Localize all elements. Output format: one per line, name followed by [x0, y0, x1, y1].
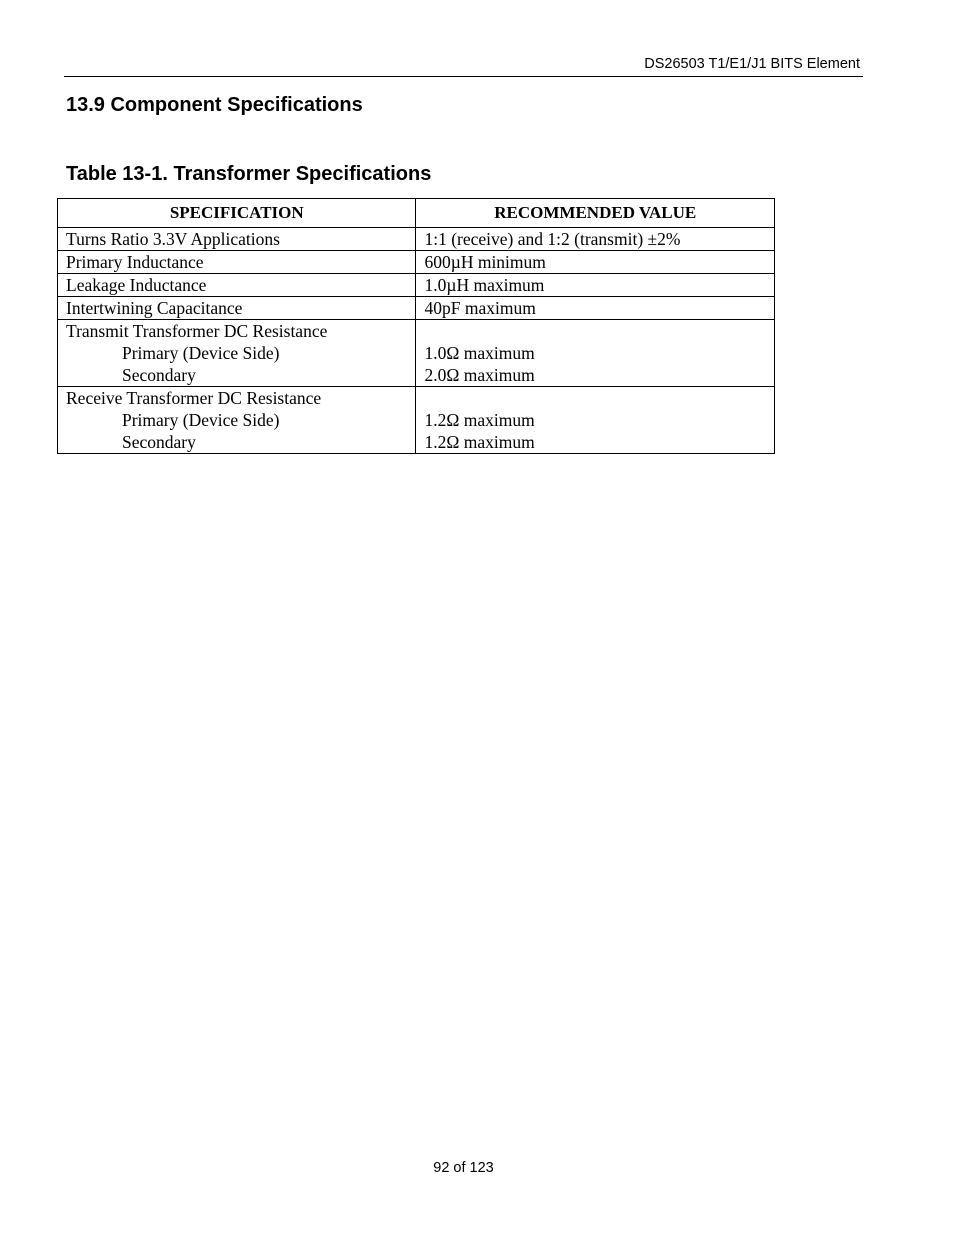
table-row-grouped	[58, 387, 775, 454]
table-row	[58, 228, 775, 251]
spec-cell: Turns Ratio 3.3V Applications	[58, 228, 416, 251]
section-title: 13.9 Component Specifications	[66, 94, 363, 116]
sub-value: 1.2Ω maximum	[424, 432, 535, 452]
page-number: 92 of 123	[433, 1160, 494, 1176]
value-cell	[416, 387, 775, 454]
column-header-specification: SPECIFICATION	[58, 199, 416, 228]
group-title: Receive Transformer DC Resistance	[66, 388, 322, 408]
sub-value: 2.0Ω maximum	[424, 365, 535, 385]
spec-cell	[58, 387, 416, 454]
sub-label: Secondary	[122, 365, 196, 385]
table-row	[58, 251, 775, 274]
value-cell: 600µH minimum	[416, 251, 775, 274]
value-cell	[416, 320, 775, 387]
header-rule	[64, 76, 863, 77]
value-cell: 1.0µH maximum	[416, 274, 775, 297]
sub-value: 1.2Ω maximum	[424, 410, 535, 430]
column-header-recommended-value: RECOMMENDED VALUE	[416, 199, 775, 228]
value-cell: 1:1 (receive) and 1:2 (transmit) ±2%	[416, 228, 775, 251]
table-row	[58, 297, 775, 320]
spec-cell: Primary Inductance	[58, 251, 416, 274]
sub-value: 1.0Ω maximum	[424, 343, 535, 363]
sub-label: Secondary	[122, 432, 196, 452]
sub-label: Primary (Device Side)	[122, 343, 280, 363]
transformer-spec-table	[57, 198, 775, 454]
spec-cell: Intertwining Capacitance	[58, 297, 416, 320]
value-cell: 40pF maximum	[416, 297, 775, 320]
table-header-row	[58, 199, 775, 228]
blank-line	[424, 320, 766, 342]
group-title: Transmit Transformer DC Resistance	[66, 321, 328, 341]
blank-line	[424, 387, 766, 409]
spec-cell	[58, 320, 416, 387]
sub-label: Primary (Device Side)	[122, 410, 280, 430]
table-row	[58, 274, 775, 297]
running-header: DS26503 T1/E1/J1 BITS Element	[644, 56, 860, 72]
table-caption: Table 13-1. Transformer Specifications	[66, 163, 432, 185]
spec-cell: Leakage Inductance	[58, 274, 416, 297]
table-row-grouped	[58, 320, 775, 387]
